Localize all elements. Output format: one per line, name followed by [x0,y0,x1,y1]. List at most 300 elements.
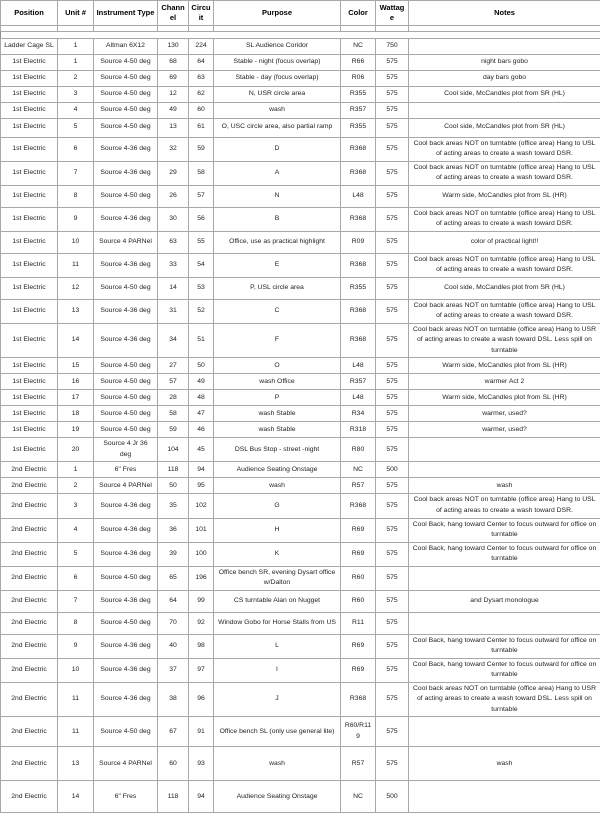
cell-channel: 30 [158,207,189,231]
column-header-instrument: Instrument Type [94,1,158,26]
cell-circuit: 91 [189,717,214,747]
cell-notes: Cool back areas NOT on turntable (office area) Hang to USL of acting areas to create a wash toward DSR. [409,207,600,231]
cell-unit: 18 [58,406,94,422]
cell-channel: 37 [158,658,189,682]
cell-unit: 1 [58,38,94,54]
cell-color: R69 [341,634,376,658]
cell-purpose: wash [214,478,341,494]
blank-gap-row [1,31,600,38]
cell-position: 1st Electric [1,54,58,70]
table-row [1,462,600,478]
cell-wattage: 750 [376,38,409,54]
cell-color: R355 [341,86,376,102]
cell-unit: 5 [58,542,94,566]
cell-wattage: 575 [376,137,409,161]
cell-position: 1st Electric [1,438,58,462]
cell-circuit: 64 [189,54,214,70]
cell-notes: Cool back areas NOT on turntable (office area) Hang to USL of acting areas to create a wash toward DSR. [409,253,600,277]
cell-circuit: 54 [189,253,214,277]
cell-color: R60/R119 [341,717,376,747]
cell-wattage: 575 [376,658,409,682]
cell-wattage: 575 [376,54,409,70]
cell-instrument: Source 4-50 deg [94,86,158,102]
cell-instrument: Source 4-50 deg [94,118,158,137]
cell-channel: 130 [158,38,189,54]
cell-wattage: 575 [376,518,409,542]
cell-purpose: A [214,161,341,185]
cell-purpose: wash Office [214,374,341,390]
cell-position: 2nd Electric [1,542,58,566]
cell-wattage: 575 [376,406,409,422]
cell-wattage: 575 [376,438,409,462]
cell-color: R69 [341,658,376,682]
cell-channel: 68 [158,54,189,70]
cell-unit: 4 [58,102,94,118]
cell-instrument: Source 4-50 deg [94,566,158,590]
table-row [1,358,600,374]
cell-channel: 69 [158,70,189,86]
cell-color: R69 [341,542,376,566]
cell-color: R60 [341,590,376,612]
cell-instrument: Source 4-36 deg [94,253,158,277]
cell-wattage: 575 [376,494,409,518]
cell-notes: Cool back areas NOT on turntable (office area) Hang to USR of acting areas to create a wash toward DSL. Less spill on turntable [409,682,600,717]
cell-unit: 14 [58,323,94,358]
cell-purpose: Stable - night (focus overlap) [214,54,341,70]
cell-unit: 6 [58,137,94,161]
cell-purpose: wash [214,102,341,118]
cell-channel: 33 [158,253,189,277]
cell-notes: Cool back areas NOT on turntable (office area) Hang to USL of acting areas to create a wash toward DSR. [409,161,600,185]
cell-wattage: 575 [376,161,409,185]
cell-instrument: Source 4-50 deg [94,102,158,118]
cell-color: R368 [341,323,376,358]
cell-color: R69 [341,518,376,542]
cell-circuit: 46 [189,422,214,438]
cell-circuit: 196 [189,566,214,590]
cell-notes: Cool back areas NOT on turntable (office area) Hang to USL of acting areas to create a wash toward DSR. [409,494,600,518]
cell-position: 1st Electric [1,102,58,118]
cell-purpose: Stable - day (focus overlap) [214,70,341,86]
cell-unit: 2 [58,70,94,86]
cell-instrument: Source 4-36 deg [94,161,158,185]
table-row [1,185,600,207]
cell-circuit: 101 [189,518,214,542]
cell-wattage: 575 [376,207,409,231]
cell-unit: 1 [58,462,94,478]
cell-instrument: Source 4-50 deg [94,185,158,207]
cell-instrument: Source 4 PARNel [94,231,158,253]
cell-position: 2nd Electric [1,478,58,494]
table-row [1,390,600,406]
cell-instrument: Source 4-36 deg [94,542,158,566]
table-row [1,438,600,462]
cell-notes [409,566,600,590]
cell-channel: 26 [158,185,189,207]
cell-purpose: Office bench SL (only use general lite) [214,717,341,747]
cell-circuit: 102 [189,494,214,518]
cell-position: 2nd Electric [1,781,58,813]
cell-circuit: 52 [189,299,214,323]
cell-circuit: 59 [189,137,214,161]
cell-position: 2nd Electric [1,590,58,612]
cell-purpose: D [214,137,341,161]
cell-position: 1st Electric [1,185,58,207]
cell-circuit: 94 [189,781,214,813]
cell-channel: 65 [158,566,189,590]
cell-position: 1st Electric [1,323,58,358]
cell-position: 1st Electric [1,422,58,438]
cell-notes: Cool back areas NOT on turntable (office area) Hang to USL of acting areas to create a wash toward DSR. [409,137,600,161]
cell-circuit: 93 [189,747,214,781]
table-body [1,25,600,813]
cell-unit: 11 [58,253,94,277]
table-row [1,658,600,682]
table-row [1,137,600,161]
cell-unit: 3 [58,494,94,518]
cell-position: 1st Electric [1,299,58,323]
cell-unit: 9 [58,207,94,231]
cell-instrument: Source 4-50 deg [94,70,158,86]
cell-color: R355 [341,277,376,299]
cell-position: 1st Electric [1,137,58,161]
cell-wattage: 575 [376,566,409,590]
cell-circuit: 97 [189,658,214,682]
cell-wattage: 575 [376,717,409,747]
cell-notes: warmer, used? [409,422,600,438]
cell-position: Ladder Cage SL [1,38,58,54]
cell-instrument: 6" Fres [94,781,158,813]
cell-color: NC [341,462,376,478]
column-header-purpose: Purpose [214,1,341,26]
table-row [1,102,600,118]
cell-channel: 40 [158,634,189,658]
cell-color: R368 [341,207,376,231]
cell-color: R11 [341,612,376,634]
cell-channel: 36 [158,518,189,542]
header-row [1,1,600,26]
cell-position: 2nd Electric [1,717,58,747]
cell-color: L48 [341,358,376,374]
cell-position: 1st Electric [1,358,58,374]
cell-purpose: P [214,390,341,406]
cell-color: R368 [341,299,376,323]
cell-notes: wash [409,747,600,781]
table-row [1,253,600,277]
cell-circuit: 60 [189,102,214,118]
cell-notes: Warm side, McCandles plot from SL (HR) [409,185,600,207]
cell-instrument: Source 4-50 deg [94,406,158,422]
cell-purpose: H [214,518,341,542]
cell-unit: 14 [58,781,94,813]
cell-instrument: Source 4-50 deg [94,422,158,438]
cell-position: 2nd Electric [1,462,58,478]
cell-notes [409,438,600,462]
cell-instrument: Source 4-50 deg [94,717,158,747]
cell-position: 1st Electric [1,390,58,406]
cell-position: 2nd Electric [1,494,58,518]
table-row [1,38,600,54]
cell-purpose: C [214,299,341,323]
cell-color: R368 [341,494,376,518]
cell-position: 2nd Electric [1,566,58,590]
cell-color: NC [341,38,376,54]
cell-wattage: 575 [376,253,409,277]
table-row [1,406,600,422]
table-row [1,590,600,612]
cell-notes: warmer Act 2 [409,374,600,390]
cell-position: 1st Electric [1,86,58,102]
cell-position: 1st Electric [1,277,58,299]
cell-wattage: 500 [376,781,409,813]
cell-purpose: F [214,323,341,358]
cell-color: R368 [341,253,376,277]
cell-circuit: 45 [189,438,214,462]
cell-color: R368 [341,137,376,161]
cell-purpose: L [214,634,341,658]
cell-notes: color of practical light!! [409,231,600,253]
cell-wattage: 575 [376,374,409,390]
cell-purpose: K [214,542,341,566]
cell-wattage: 575 [376,612,409,634]
cell-position: 2nd Electric [1,682,58,717]
table-row [1,161,600,185]
cell-circuit: 49 [189,374,214,390]
cell-wattage: 575 [376,542,409,566]
cell-purpose: P, USL circle area [214,277,341,299]
cell-instrument: Source 4-50 deg [94,612,158,634]
column-header-color: Color [341,1,376,26]
cell-channel: 12 [158,86,189,102]
cell-wattage: 575 [376,478,409,494]
cell-wattage: 575 [376,277,409,299]
cell-instrument: Source 4-50 deg [94,277,158,299]
cell-unit: 6 [58,566,94,590]
cell-channel: 64 [158,590,189,612]
cell-notes: Cool Back, hang toward Center to focus outward for office on turntable [409,658,600,682]
cell-notes [409,102,600,118]
cell-unit: 7 [58,590,94,612]
cell-position: 2nd Electric [1,747,58,781]
cell-purpose: J [214,682,341,717]
cell-unit: 11 [58,682,94,717]
column-header-channel: Channel [158,1,189,26]
cell-circuit: 224 [189,38,214,54]
cell-circuit: 56 [189,207,214,231]
cell-circuit: 51 [189,323,214,358]
cell-position: 1st Electric [1,253,58,277]
cell-instrument: 6" Fres [94,462,158,478]
table-row [1,518,600,542]
cell-color: R57 [341,747,376,781]
cell-unit: 5 [58,118,94,137]
cell-notes [409,781,600,813]
cell-wattage: 500 [376,462,409,478]
cell-notes: day bars gobo [409,70,600,86]
cell-position: 1st Electric [1,118,58,137]
cell-unit: 17 [58,390,94,406]
cell-unit: 15 [58,358,94,374]
table-row [1,542,600,566]
table-row [1,781,600,813]
cell-wattage: 575 [376,70,409,86]
cell-circuit: 50 [189,358,214,374]
cell-wattage: 575 [376,590,409,612]
cell-wattage: 575 [376,299,409,323]
cell-channel: 34 [158,323,189,358]
cell-channel: 70 [158,612,189,634]
cell-instrument: Source 4-36 deg [94,682,158,717]
cell-unit: 3 [58,86,94,102]
cell-notes: Cool back areas NOT on turntable (office area) Hang to USR of acting areas to create a wash toward DSL. Less spill on turntable [409,323,600,358]
cell-instrument: Source 4 PARNel [94,747,158,781]
cell-position: 1st Electric [1,207,58,231]
cell-position: 1st Electric [1,231,58,253]
cell-purpose: DSL Bus Stop - street -night [214,438,341,462]
cell-purpose: N, USR circle area [214,86,341,102]
table-row [1,207,600,231]
cell-circuit: 92 [189,612,214,634]
cell-unit: 4 [58,518,94,542]
cell-purpose: G [214,494,341,518]
table-row [1,54,600,70]
cell-instrument: Source 4-36 deg [94,494,158,518]
cell-notes [409,717,600,747]
cell-instrument: Source 4 Jr 36 deg [94,438,158,462]
cell-circuit: 57 [189,185,214,207]
cell-wattage: 575 [376,231,409,253]
cell-unit: 19 [58,422,94,438]
table-row [1,478,600,494]
table-row [1,747,600,781]
cell-purpose: CS turntable Alan on Nugget [214,590,341,612]
cell-channel: 29 [158,161,189,185]
cell-instrument: Source 4-50 deg [94,54,158,70]
cell-channel: 14 [158,277,189,299]
cell-unit: 20 [58,438,94,462]
cell-purpose: Window Gobo for Horse Stalls from US [214,612,341,634]
table-row [1,231,600,253]
cell-purpose: SL Audience Coridor [214,38,341,54]
cell-notes: and Dysart monologue [409,590,600,612]
cell-color: L48 [341,390,376,406]
table-row [1,118,600,137]
cell-position: 2nd Electric [1,658,58,682]
cell-purpose: B [214,207,341,231]
cell-channel: 49 [158,102,189,118]
table-row [1,323,600,358]
column-header-wattage: Wattage [376,1,409,26]
cell-channel: 13 [158,118,189,137]
table-row [1,494,600,518]
cell-wattage: 575 [376,323,409,358]
cell-wattage: 575 [376,118,409,137]
column-header-circuit: Circuit [189,1,214,26]
cell-color: R80 [341,438,376,462]
cell-channel: 60 [158,747,189,781]
table-row [1,422,600,438]
cell-instrument: Source 4-36 deg [94,207,158,231]
cell-color: R09 [341,231,376,253]
table-row [1,682,600,717]
cell-channel: 63 [158,231,189,253]
cell-notes: Warm side, McCandles plot from SL (HR) [409,390,600,406]
cell-color: R06 [341,70,376,86]
cell-color: R57 [341,478,376,494]
cell-purpose: wash Stable [214,422,341,438]
cell-purpose: Audience Seating Onstage [214,781,341,813]
cell-instrument: Source 4-50 deg [94,358,158,374]
cell-instrument: Source 4-36 deg [94,518,158,542]
cell-color: NC [341,781,376,813]
cell-channel: 38 [158,682,189,717]
cell-instrument: Source 4-36 deg [94,590,158,612]
cell-purpose: Audience Seating Onstage [214,462,341,478]
cell-unit: 11 [58,717,94,747]
cell-wattage: 575 [376,747,409,781]
column-header-notes: Notes [409,1,600,26]
cell-color: R355 [341,118,376,137]
cell-wattage: 575 [376,86,409,102]
cell-circuit: 62 [189,86,214,102]
cell-purpose: O [214,358,341,374]
column-header-position: Position [1,1,58,26]
cell-instrument: Source 4-36 deg [94,634,158,658]
cell-purpose: wash Stable [214,406,341,422]
cell-channel: 118 [158,462,189,478]
cell-instrument: Source 4-36 deg [94,658,158,682]
cell-channel: 50 [158,478,189,494]
cell-channel: 58 [158,406,189,422]
cell-channel: 27 [158,358,189,374]
cell-unit: 7 [58,161,94,185]
cell-color: L48 [341,185,376,207]
cell-notes [409,612,600,634]
table-row [1,86,600,102]
table-row [1,70,600,86]
table-row [1,566,600,590]
cell-notes: Cool side, McCandles plot from SR (HL) [409,118,600,137]
cell-notes [409,38,600,54]
cell-position: 2nd Electric [1,518,58,542]
cell-purpose: Office, use as practical highlight [214,231,341,253]
cell-circuit: 58 [189,161,214,185]
table-row [1,277,600,299]
cell-position: 2nd Electric [1,634,58,658]
cell-color: R357 [341,102,376,118]
cell-unit: 9 [58,634,94,658]
cell-color: R318 [341,422,376,438]
cell-instrument: Source 4-36 deg [94,323,158,358]
cell-color: R34 [341,406,376,422]
cell-notes: warmer, used? [409,406,600,422]
table-row [1,717,600,747]
cell-circuit: 94 [189,462,214,478]
cell-position: 2nd Electric [1,612,58,634]
cell-instrument: Altman 6X12 [94,38,158,54]
cell-circuit: 100 [189,542,214,566]
cell-circuit: 96 [189,682,214,717]
cell-unit: 12 [58,277,94,299]
cell-unit: 10 [58,658,94,682]
cell-notes: Cool Back, hang toward Center to focus outward for office on turntable [409,518,600,542]
cell-position: 1st Electric [1,374,58,390]
column-header-unit: Unit # [58,1,94,26]
cell-notes: Warm side, McCandles plot from SL (HR) [409,358,600,374]
cell-instrument: Source 4 PARNel [94,478,158,494]
cell-channel: 59 [158,422,189,438]
cell-channel: 31 [158,299,189,323]
